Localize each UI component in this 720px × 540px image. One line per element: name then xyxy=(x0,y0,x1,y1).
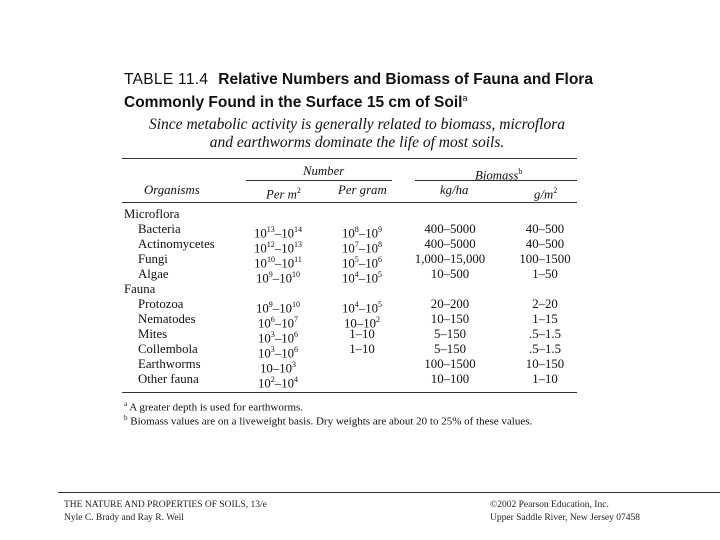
footer-book-title: THE NATURE AND PROPERTIES OF SOILS, 13/e xyxy=(64,500,267,510)
cell-per-gram: $10^4-10^5$ xyxy=(342,270,382,286)
footnote-a: $^a$ A greater depth is used for earthworms. xyxy=(124,400,304,414)
cell-g-m2: 1–50 xyxy=(532,267,558,281)
cell-per-m2: $10^6-10^7$ xyxy=(258,315,298,331)
cell-per-m2: $10^3-10^6$ xyxy=(258,345,298,361)
cell-per-m2: $10^{13}-10^{14}$ xyxy=(254,225,302,241)
cell-kg-ha: 10–150 xyxy=(430,312,470,326)
table-title-text-2: Commonly Found in the Surface 15 cm of Soil xyxy=(124,94,463,112)
header-organisms: Organisms xyxy=(144,183,200,197)
table-bottom-rule xyxy=(122,392,577,393)
cell-per-m2: $10^2-10^4$ xyxy=(258,375,298,391)
title-footnote-mark: a xyxy=(462,93,468,103)
cell-per-m2: $10^9-10^{10}$ xyxy=(256,300,300,316)
cell-g-m2: 2–20 xyxy=(532,297,558,311)
cell-per-gram: 1–10 xyxy=(349,327,375,341)
cell-per-m2: $10^{12}-10^{13}$ xyxy=(254,240,302,256)
footer-rule xyxy=(58,492,720,493)
header-biomass: Biomass$^b$ xyxy=(475,167,523,183)
cell-kg-ha: 10–500 xyxy=(430,267,470,281)
cell-per-m2: $10^{10}-10^{11}$ xyxy=(254,255,302,271)
group-label: Microflora xyxy=(124,207,180,221)
table-title xyxy=(124,70,594,112)
cell-kg-ha: 5–150 xyxy=(434,327,466,341)
cell-per-gram: 1–10 xyxy=(349,342,375,356)
table-top-rule xyxy=(122,158,577,159)
table-caption xyxy=(122,116,592,152)
cell-per-gram: $10^7-10^8$ xyxy=(342,240,382,256)
cell-g-m2: 1–10 xyxy=(532,372,558,386)
footer-publisher-address: Upper Saddle River, New Jersey 07458 xyxy=(490,513,641,523)
table-title-text-1: Relative Numbers and Biomass of Fauna and Flora xyxy=(218,71,593,88)
table-title-line-2 xyxy=(124,89,594,112)
cell-per-gram: $10^4-10^5$ xyxy=(342,300,382,316)
caption-line-1: Since metabolic activity is generally related to biomass, microflora xyxy=(149,116,565,133)
cell-g-m2: 40–500 xyxy=(525,222,565,236)
cell-g-m2: .5–1.5 xyxy=(529,327,561,341)
organism-name: Other fauna xyxy=(138,372,199,386)
organism-name: Actinomycetes xyxy=(138,237,215,251)
cell-per-gram: $10-10^2$ xyxy=(344,315,380,331)
header-kg-ha: kg/ha xyxy=(440,183,469,197)
caption-line-2: and earthworms dominate the life of most soils. xyxy=(209,134,505,151)
cell-kg-ha: 20–200 xyxy=(430,297,470,311)
header-per-gram: Per gram xyxy=(338,183,387,197)
footer-copyright: ©2002 Pearson Education, Inc. xyxy=(490,500,609,510)
cell-per-m2: $10^3-10^6$ xyxy=(258,330,298,346)
header-bottom-rule xyxy=(122,202,577,203)
cell-g-m2: 100–1500 xyxy=(519,252,571,266)
organism-name: Mites xyxy=(138,327,168,341)
cell-per-m2: $10-10^3$ xyxy=(260,360,296,376)
table-label: TABLE 11.4 xyxy=(124,71,209,88)
cell-kg-ha: 5–150 xyxy=(434,342,466,356)
cell-kg-ha: 100–1500 xyxy=(424,357,476,371)
cell-per-gram: $10^8-10^9$ xyxy=(342,225,382,241)
organism-name: Algae xyxy=(138,267,169,281)
footer-authors: Nyle C. Brady and Ray R. Weil xyxy=(64,513,184,523)
biomass-span-line xyxy=(415,180,577,181)
organism-name: Nematodes xyxy=(138,312,196,326)
organism-name: Bacteria xyxy=(138,222,181,236)
table-title-line-1 xyxy=(124,70,594,89)
organism-name: Protozoa xyxy=(138,297,184,311)
header-per-m2: Per $m^2$ xyxy=(266,186,301,202)
organism-name: Collembola xyxy=(138,342,198,356)
cell-g-m2: 1–15 xyxy=(532,312,558,326)
number-span-line xyxy=(246,180,392,181)
cell-per-gram: $10^5-10^6$ xyxy=(342,255,382,271)
cell-per-m2: $10^9-10^{10}$ xyxy=(256,270,300,286)
cell-g-m2: 40–500 xyxy=(525,237,565,251)
organism-name: Earthworms xyxy=(138,357,201,371)
organism-name: Fungi xyxy=(138,252,168,266)
header-number: Number xyxy=(303,164,345,178)
cell-kg-ha: 10–100 xyxy=(430,372,470,386)
header-g-m2: $g/m^2$ xyxy=(534,186,558,202)
cell-kg-ha: 400–5000 xyxy=(424,222,476,236)
footnote-b: $^b$ Biomass values are on a liveweight basis. Dry weights are about 20 to 25% of these values. xyxy=(124,414,533,428)
cell-g-m2: 10–150 xyxy=(525,357,565,371)
cell-kg-ha: 1,000–15,000 xyxy=(414,252,486,266)
cell-kg-ha: 400–5000 xyxy=(424,237,476,251)
group-label: Fauna xyxy=(124,282,156,296)
cell-g-m2: .5–1.5 xyxy=(529,342,561,356)
